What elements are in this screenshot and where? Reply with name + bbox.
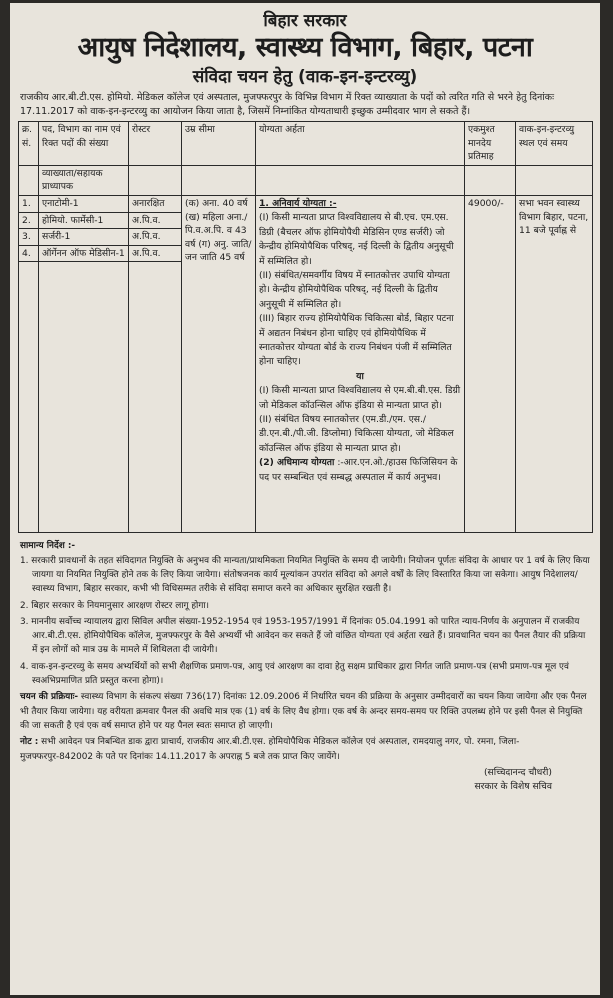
application-note bbox=[20, 735, 590, 764]
row-roster: अनारक्षित bbox=[129, 195, 182, 212]
selection-process bbox=[20, 690, 590, 733]
col-header-age: उम्र सीमा bbox=[182, 122, 256, 166]
interview-venue: सभा भवन स्वास्थ्य विभाग बिहार, पटना, 11 बजे पूर्वाह्न से bbox=[516, 195, 593, 532]
alternate-item-2: (II) संबंधित विषय स्नातकोत्तर (एम.डी./एम. एस./डी.एन.बी./पी.जी. डिप्लोमा) चिकित्सा योग्यता, जो मेडिकल कॉउन्सिल ऑफ इंडिया से मान्यता प्राप्त हो। bbox=[259, 414, 454, 454]
note-text: सभी आवेदन पत्र निबन्धित डाक द्वारा प्राचार्य, राजकीय आर.बी.टी.एस. होमियोपैथिक मेडिकल कॉलेज एवं अस्पताल, रामदयालु नगर, पो. रमना, जिला-मुजफ्फरपुर-842002 के पते पर दिनांकः 14.11.2017 के अपराह्न 5 बजे तक प्राप्त किए जायेंगे। bbox=[20, 737, 520, 762]
essential-item-1: (I) किसी मान्यता प्राप्त विश्वविद्यालय से बी.एच. एम.एस. डिग्री (बैचलर ऑफ होमियोपैथी मेडिसिन एण्ड सर्जरी) जो केन्द्रीय होमियोपैथिक परिषद्, नई दिल्ली के द्वितीय अनुसूची में सम्मिलित हो। bbox=[259, 212, 454, 267]
col-header-sn: क्र. सं. bbox=[19, 122, 39, 166]
general-instructions bbox=[18, 539, 592, 763]
govt-heading: बिहार सरकार bbox=[263, 11, 347, 31]
intro-paragraph: राजकीय आर.बी.टी.एस. होमियो. मेडिकल कॉलेज एवं अस्पताल, मुजफ्फरपुर के विभिन्न विभाग में रिक्त व्याख्याता के पदों को त्वरित गति से भरने हेतु दिनांकः 17.11.2017 को वाक-इन-इन्टरव्यु का आयोजन किया जाता है, जिसमें निम्नांकित योग्यताधारी इच्छुक उम्मीदवार भाग ले सकते हैं। bbox=[20, 92, 555, 117]
instructions-heading: सामान्य निर्देश :- bbox=[20, 541, 76, 552]
row-roster: अ.पि.व. bbox=[129, 212, 182, 229]
essential-item-3: (III) बिहार राज्य होमियोपैथिक चिकित्सा बोर्ड, बिहार पटना में अद्यतन निबंधन होना चाहिए एवं होमियोपैथिक में स्नातकोत्तर योग्यता बोर्ड के राज्य निबंधन पंजी में सम्मिलित होना चाहिए। bbox=[259, 313, 454, 368]
advertisement-page bbox=[10, 3, 600, 995]
col-header-qualification: योग्यता अर्हता bbox=[256, 122, 465, 166]
row-sn: 4. bbox=[19, 245, 39, 262]
row-post: एनाटोमी-1 bbox=[39, 195, 129, 212]
row-roster: अ.पि.व. bbox=[129, 229, 182, 246]
col-header-honorarium: एकमुश्त मानदेय प्रतिमाह bbox=[465, 122, 516, 166]
col-header-post: पद, विभाग का नाम एवं रिक्त पदों की संख्या bbox=[39, 122, 129, 166]
row-post: सर्जरी-1 bbox=[39, 229, 129, 246]
process-text: स्वास्थ्य विभाग के संकल्प संख्या 736(17) दिनांकः 12.09.2006 में निर्धारित चयन की प्रक्रिया के अनुसार उम्मीदवारों का चयन किया जायेगा और एक पैनल भी तैयार किया जायेगा। यह वरीयता क्रमवार पैनल की अवधि मात्र एक (1) वर्ष के लिए वैध होगा। एक वर्ष के अन्दर समय-समय पर रिक्ति उपलब्ध होने पर इसी पैनल से नियुक्ति की जा सकती है एवं एक वर्ष समाप्त होने पर यह पैनल स्वतः समाप्त हो जाएगी। bbox=[20, 692, 587, 731]
row-roster: अ.पि.व. bbox=[129, 245, 182, 262]
essential-title: 1. अनिवार्य योग्यता :- bbox=[259, 197, 337, 209]
row-post: होमियो. फार्मेसी-1 bbox=[39, 212, 129, 229]
preferred-title: (2) अधिमान्य योग्यता bbox=[259, 457, 335, 469]
col-header-venue: वाक-इन-इन्टरव्यु स्थल एवं समय bbox=[516, 122, 593, 166]
subtitle: संविदा चयन हेतु (वाक-इन-इन्टरव्यु) bbox=[192, 67, 418, 87]
instruction-item: 1. सरकारी प्रावधानों के तहत संविदागत नियुक्ति के अनुभव की मान्यता/प्राथमिकता नियमित नियुक्ति के समय दी जायेगी। नियोजन पूर्णतः संविदा के आधार पर 1 वर्ष के लिए किया जायगा या नियमित नियुक्ति होने तक के लिए किया जायेगा। संतोषजनक कार्य मूल्यांकन उपरांत संविदा को अगले वर्षों के लिए विस्तारित किया जा सकेगा। आयुष निदेशालय/स्वास्थ्य विभाग, बिहार सरकार, कभी भी विधिसम्मत तरीके से संविदा समाप्त करने का अधिकार सुरक्षित रखती है। bbox=[20, 555, 590, 595]
table-row bbox=[19, 165, 593, 195]
alternate-item-1: (I) किसी मान्यता प्राप्त विश्वविद्यालय से एम.बी.बी.एस. डिग्री जो मेडिकल कॉउन्सिल ऑफ इंडिया से मान्यता प्राप्त हो। bbox=[259, 385, 461, 411]
vacancy-table bbox=[18, 121, 593, 533]
signature-block bbox=[18, 766, 592, 794]
note-label: नोट : bbox=[20, 737, 39, 748]
table-row bbox=[19, 195, 593, 212]
signatory-title: सरकार के विशेष सचिव bbox=[474, 780, 552, 792]
qualification-cell bbox=[256, 195, 465, 532]
table-header-row bbox=[19, 122, 593, 166]
post-group-label: व्याख्याता/सहायक प्राध्यापक bbox=[39, 165, 129, 195]
instruction-item: 3. माननीय सर्वोच्च न्यायालय द्वारा सिविल अपील संख्या-1952-1954 एवं 1953-1957/1991 में दिनांकः 05.04.1991 को पारित न्याय-निर्णय के अनुपालन में राजकीय आर.बी.टी.एस. होमियोपैथिक कॉलेज, मुजफ्फरपुर के वैसे अभ्यर्थी भी आवेदन कर सकते हैं जो वांछित योग्यता एवं अर्हता रखते हैं। प्रावधानित चयन का पैनल तैयार की प्रक्रिया में इन लोगों को मात्र उम्र के मामले में शिथिलता दी जायेगी। bbox=[20, 616, 586, 656]
row-sn: 3. bbox=[19, 229, 39, 246]
signatory-name: (सच्चिदानन्द चौधरी) bbox=[483, 766, 552, 778]
instruction-item: 2. बिहार सरकार के नियमानुसार आरक्षण रोस्टर लागू होगा। bbox=[20, 600, 210, 611]
row-sn: 2. bbox=[19, 212, 39, 229]
instruction-item: 4. वाक-इन-इन्टरव्यु के समय अभ्यर्थियों को सभी शैक्षणिक प्रमाण-पत्र, आयु एवं आरक्षण का दावा हेतु सक्षम प्राधिकार द्वारा निर्गत जाति प्रमाण-पत्र (सभी प्रमाण-पत्र मूल एवं स्वअभिप्रमाणित प्रति प्रस्तुत करना होगा)। bbox=[20, 661, 569, 687]
row-sn: 1. bbox=[19, 195, 39, 212]
row-post: ऑर्गेनन ऑफ मेडिसीन-1 bbox=[39, 245, 129, 262]
essential-item-2: (II) संबंधित/समवर्गीय विषय में स्नातकोत्तर उपाधि योग्यता हो। केन्द्रीय होमियोपैथिक परिषद्, नई दिल्ली के द्वितीय अनुसूची में सम्मिलित हो। bbox=[259, 270, 450, 310]
process-label: चयन की प्रक्रियाः- bbox=[20, 692, 79, 703]
or-separator: या bbox=[356, 370, 364, 382]
preferred-text: :-आर.एन.ओ./हाउस फिजिसियन के पद पर सम्बन्धित एवं सम्बद्ध अस्पताल में कार्य अनुभव। bbox=[259, 457, 458, 483]
honorarium: 49000/- bbox=[465, 195, 516, 532]
department-heading: आयुष निदेशालय, स्वास्थ्य विभाग, बिहार, पटना bbox=[77, 32, 533, 63]
age-limit: (क) अना. 40 वर्ष (ख) महिला अना./पि.व.अ.पि. व 43 वर्ष (ग) अनु. जाति/जन जाति 45 वर्ष bbox=[182, 195, 256, 532]
col-header-roster: रोस्टर bbox=[129, 122, 182, 166]
